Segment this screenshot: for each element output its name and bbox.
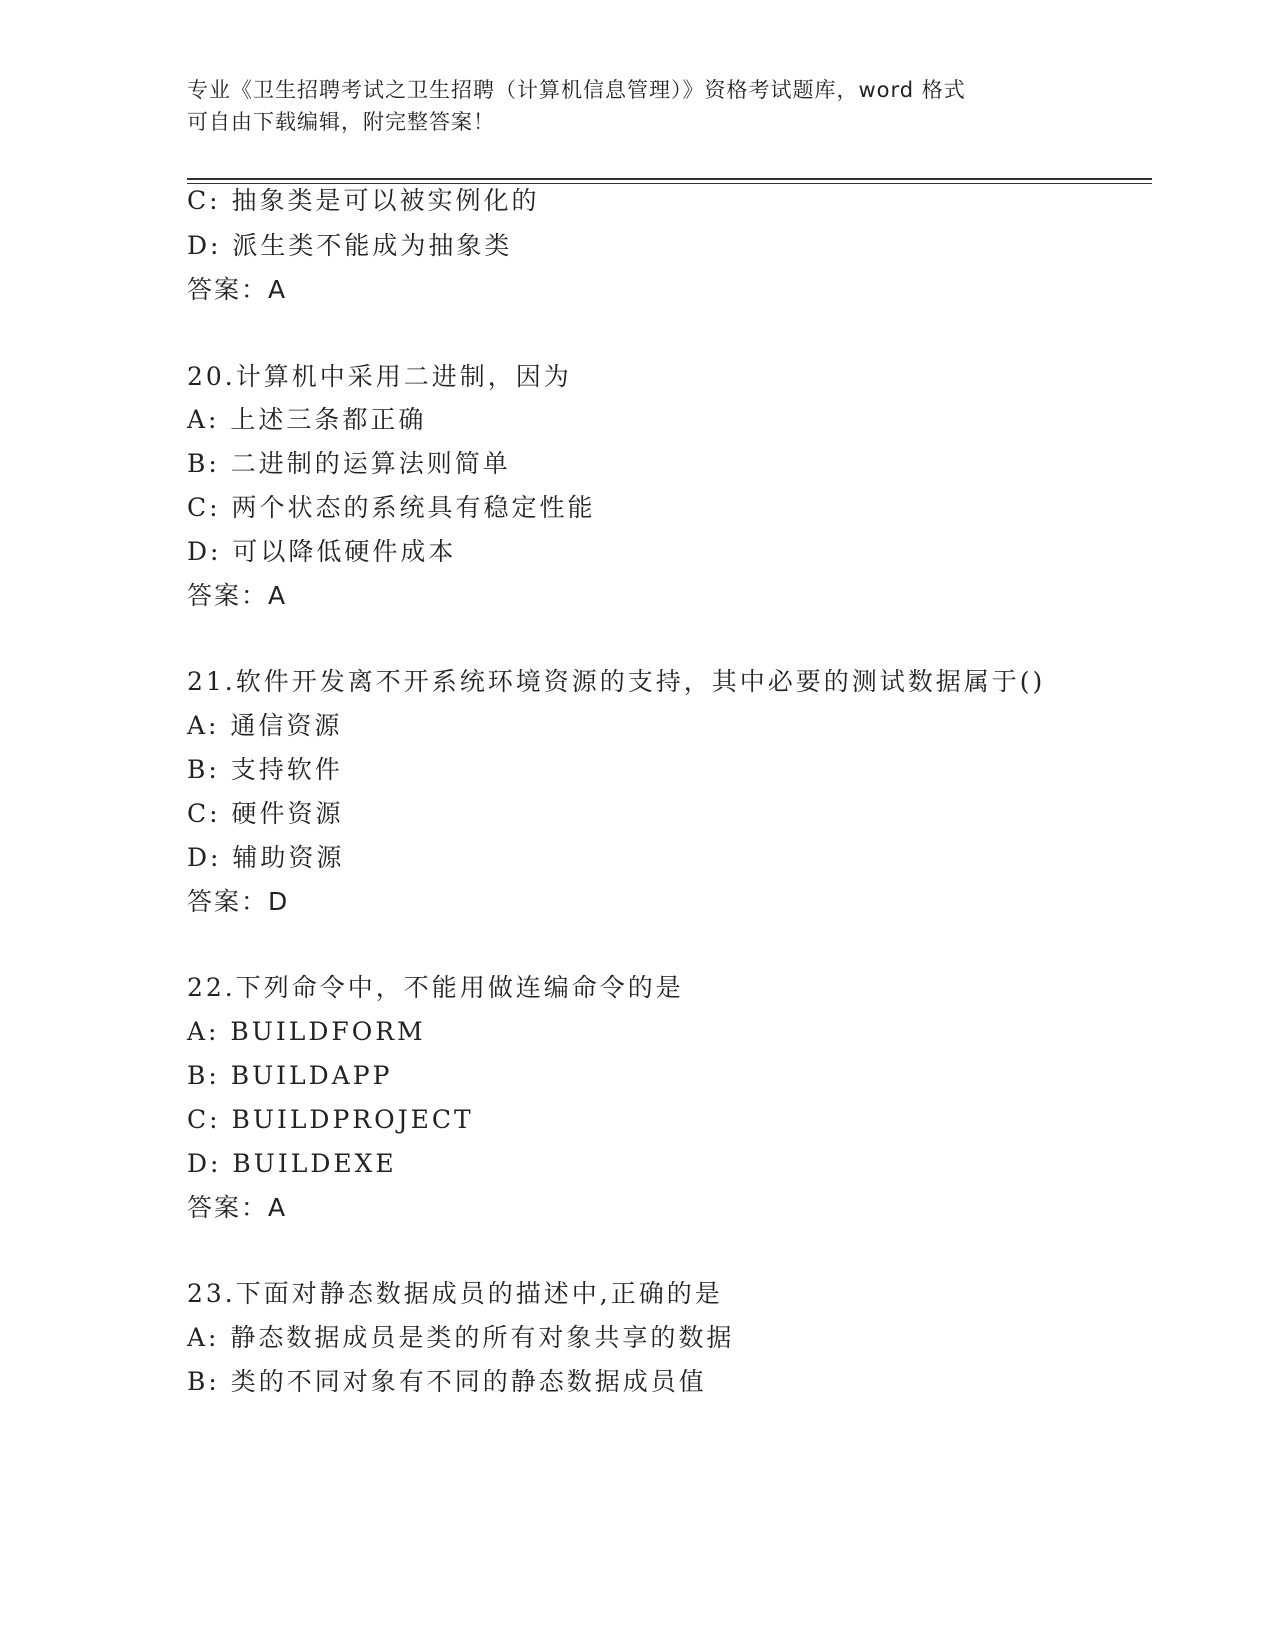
header-divider-thick: [187, 178, 1152, 180]
option-line: A: 通信资源: [187, 711, 343, 740]
option-line: B: 类的不同对象有不同的静态数据成员值: [187, 1367, 707, 1396]
option-line: A: 静态数据成员是类的所有对象共享的数据: [187, 1323, 735, 1352]
answer-line: 答案：A: [187, 275, 288, 304]
question-title: 20.计算机中采用二进制，因为: [187, 362, 572, 391]
option-line: B: 二进制的运算法则简单: [187, 449, 511, 478]
header-line-1: 专业《卫生招聘考试之卫生招聘（计算机信息管理）》资格考试题库，word 格式: [187, 78, 966, 102]
header-line-2: 可自由下载编辑，附完整答案！: [187, 110, 495, 134]
option-line: C: 硬件资源: [187, 799, 344, 828]
option-line: D: 派生类不能成为抽象类: [187, 231, 513, 260]
option-line: C: 抽象类是可以被实例化的: [187, 186, 540, 215]
question-title: 23.下面对静态数据成员的描述中,正确的是: [187, 1279, 723, 1308]
option-line: C: 两个状态的系统具有稳定性能: [187, 493, 596, 522]
question-title: 21.软件开发离不开系统环境资源的支持，其中必要的测试数据属于(): [187, 667, 1046, 696]
option-line: B: BUILDAPP: [187, 1061, 393, 1090]
header-divider-thin: [187, 183, 1152, 184]
option-line: D: BUILDEXE: [187, 1149, 397, 1178]
answer-line: 答案：A: [187, 581, 288, 610]
answer-line: 答案：A: [187, 1193, 288, 1222]
option-line: D: 辅助资源: [187, 843, 345, 872]
option-line: D: 可以降低硬件成本: [187, 537, 457, 566]
option-line: C: BUILDPROJECT: [187, 1105, 474, 1134]
question-title: 22.下列命令中，不能用做连编命令的是: [187, 973, 684, 1002]
answer-line: 答案：D: [187, 887, 290, 916]
option-line: A: BUILDFORM: [187, 1017, 426, 1046]
option-line: A: 上述三条都正确: [187, 405, 427, 434]
option-line: B: 支持软件: [187, 755, 343, 784]
document-header: [187, 74, 1067, 138]
